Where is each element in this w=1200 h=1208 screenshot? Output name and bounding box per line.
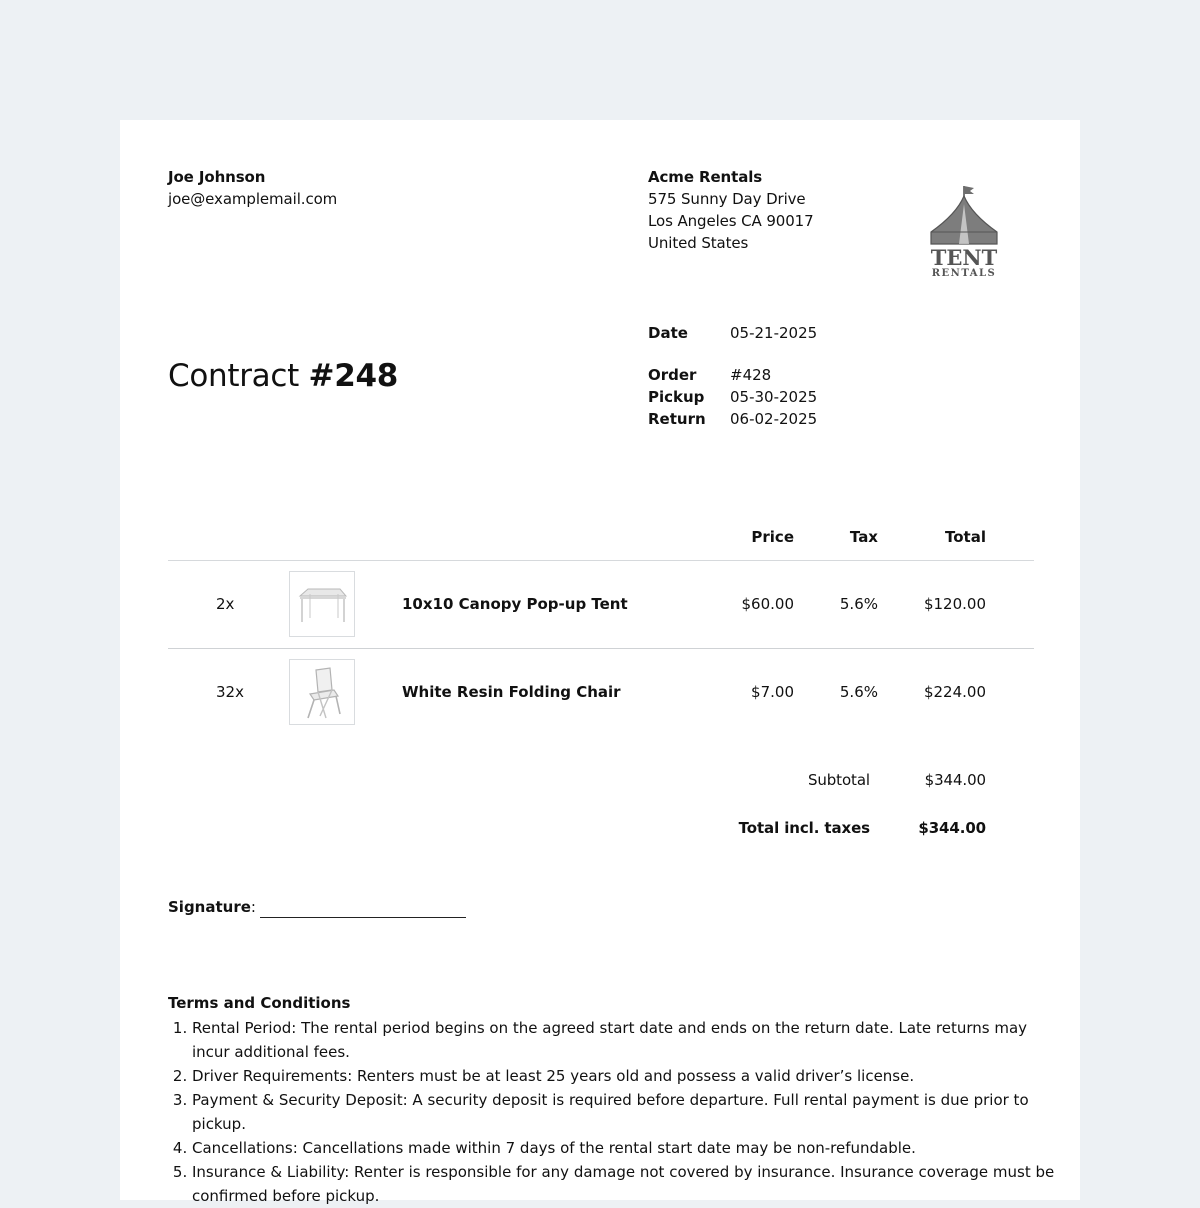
company-address-line2: Los Angeles CA 90017 [648,212,814,230]
signature-colon: : [250,898,256,916]
customer-name: Joe Johnson [168,168,266,186]
total-header: Total [945,528,986,546]
company-block [648,166,814,254]
contract-label: Contract [168,358,299,394]
terms-item: 3. Payment & Security Deposit: A security deposit is required before departure. Full rental payment is due prior to pickup. [192,1088,1062,1136]
terms-item: 2. Driver Requirements: Renters must be at least 25 years old and possess a valid driver’s license. [192,1064,1062,1088]
row-total: $224.00 [923,683,986,701]
row-qty: 2x [216,595,235,613]
return-value: 06-02-2025 [730,410,818,428]
date-label: Date [648,324,688,342]
row-item-name: White Resin Folding Chair [402,683,621,701]
pickup-value: 05-30-2025 [730,388,818,406]
contract-page [120,120,1080,1205]
grand-total-value: $344.00 [918,819,986,837]
folding-chair-thumbnail [289,659,355,725]
row-qty: 32x [216,683,244,701]
terms-item: 5. Insurance & Liability: Renter is responsible for any damage not covered by insurance. Insurance coverage must be confirmed before pickup. [192,1160,1062,1208]
canopy-tent-icon [290,572,354,636]
tent-logo-icon [926,182,1006,282]
company-name: Acme Rentals [648,168,763,186]
price-header: Price [751,528,794,546]
folding-chair-icon [290,660,354,724]
row-tax: 5.6% [839,595,878,613]
subtotal-label: Subtotal [807,771,870,789]
table-row [168,649,1034,736]
row-tax: 5.6% [839,683,878,701]
terms-item: 4. Cancellations: Cancellations made within 7 days of the rental start date may be non-refundable. [192,1136,1062,1160]
terms-list [168,1016,1062,1208]
customer-block [168,166,337,210]
terms-title: Terms and Conditions [168,994,351,1012]
tent-rentals-logo [926,182,1006,282]
pickup-label: Pickup [648,388,705,406]
grand-total-label: Total incl. taxes [738,819,870,837]
subtotal-value: $344.00 [924,771,986,789]
signature-line[interactable] [260,901,466,918]
row-price: $7.00 [751,683,794,701]
table-row [168,561,1034,648]
contract-number: #248 [308,358,399,394]
logo-text-sub: RENTALS [931,268,997,279]
signature-area [168,896,466,918]
row-total: $120.00 [923,595,986,613]
terms-item: 1. Rental Period: The rental period begins on the agreed start date and ends on the return date. Late returns may incur additional fees. [192,1016,1062,1064]
customer-email[interactable]: joe@examplemail.com [168,190,338,208]
canopy-tent-thumbnail [289,571,355,637]
order-label: Order [648,366,697,384]
order-value: #428 [730,366,772,384]
logo-text-main: TENT [930,245,998,270]
date-value: 05-21-2025 [730,324,818,342]
return-label: Return [648,410,706,428]
row-price: $60.00 [741,595,794,613]
tax-header: Tax [849,528,878,546]
meta-order-block [648,364,888,430]
contract-title [168,356,398,396]
signature-label: Signature [168,898,251,916]
meta-date [648,322,888,344]
company-country: United States [648,234,749,252]
company-address-line1: 575 Sunny Day Drive [648,190,806,208]
row-item-name: 10x10 Canopy Pop-up Tent [402,595,628,613]
